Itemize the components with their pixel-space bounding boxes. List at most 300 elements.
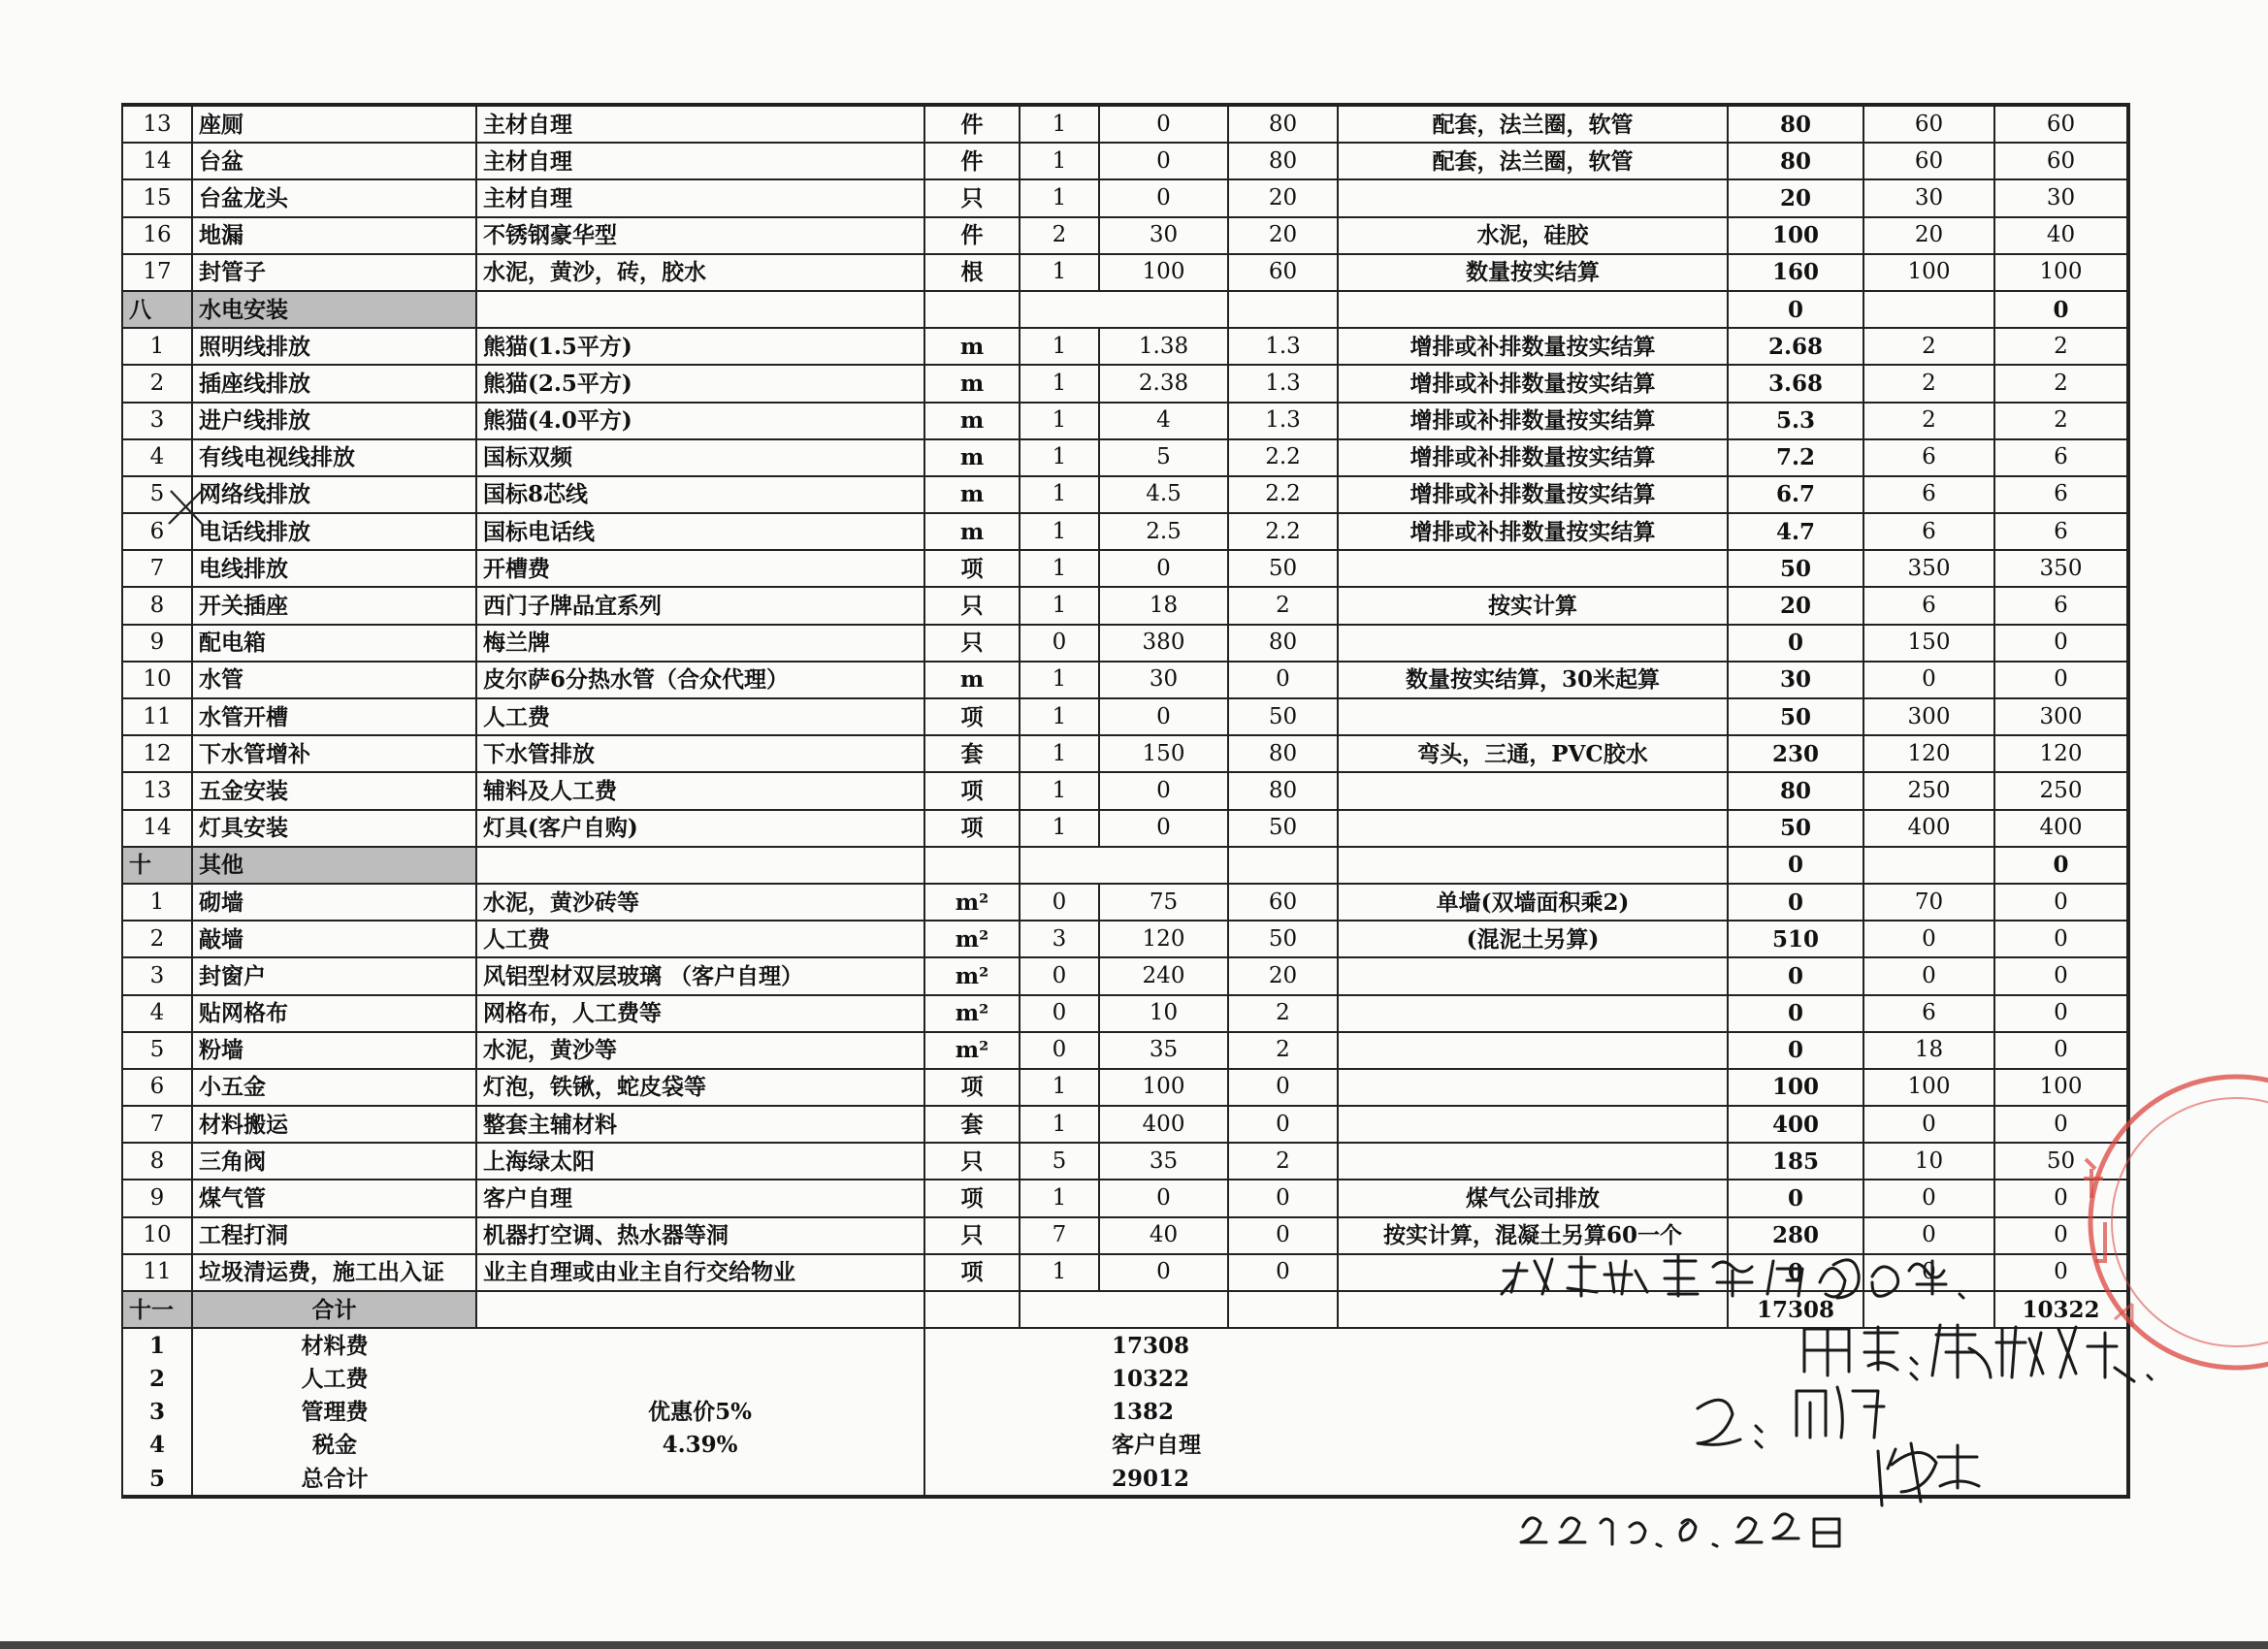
blank-cell <box>1228 291 1338 328</box>
table-row <box>122 403 2128 439</box>
blank-cell <box>1338 847 1728 884</box>
unit-cell: m² <box>924 921 1020 957</box>
table-row <box>122 1143 2128 1180</box>
labor-total-cell: 6 <box>1994 476 2128 513</box>
labor-price-cell: 50 <box>1228 810 1338 847</box>
material-total-cell: 510 <box>1728 921 1863 957</box>
item-spec-cell: 人工费 <box>476 698 924 735</box>
quantity-cell: 1 <box>1020 810 1099 847</box>
blank-cell <box>1863 291 1994 328</box>
item-spec-cell: 业主自理或由业主自行交给物业 <box>476 1254 924 1291</box>
summary-value-cell: 客户自理 <box>924 1429 2128 1462</box>
summary-label-cell: 材料费 <box>301 1332 369 1359</box>
material-price-cell: 0 <box>1099 105 1228 143</box>
note-cell <box>1338 698 1728 735</box>
labor-unit-total-cell: 60 <box>1863 143 1994 179</box>
note-cell: 配套，法兰圈，软管 <box>1338 105 1728 143</box>
blank-cell <box>1338 291 1728 328</box>
item-number-cell: 11 <box>122 698 192 735</box>
item-name-cell: 有线电视线排放 <box>192 439 476 476</box>
note-cell <box>1338 179 1728 216</box>
blank-cell <box>1020 291 1099 328</box>
material-price-cell: 10 <box>1099 995 1228 1032</box>
material-total-cell: 230 <box>1728 735 1863 772</box>
unit-cell: 项 <box>924 1180 1020 1216</box>
material-price-cell: 4.5 <box>1099 476 1228 513</box>
labor-total-cell: 2 <box>1994 365 2128 402</box>
labor-total-cell: 2 <box>1994 328 2128 365</box>
note-cell: 单墙(双墙面积乘2) <box>1338 884 1728 921</box>
labor-total-cell: 400 <box>1994 810 2128 847</box>
blank-cell <box>1099 291 1228 328</box>
labor-total-cell: 60 <box>1994 143 2128 179</box>
material-subtotal-cell: 0 <box>1728 291 1863 328</box>
material-total-cell: 50 <box>1728 810 1863 847</box>
unit-cell: m <box>924 328 1020 365</box>
item-name-cell: 粉墙 <box>192 1032 476 1069</box>
item-number-cell: 17 <box>122 254 192 291</box>
table-row <box>122 921 2128 957</box>
item-number-cell: 9 <box>122 625 192 662</box>
item-name-cell: 封管子 <box>192 254 476 291</box>
note-cell: 增排或补排数量按实结算 <box>1338 513 1728 550</box>
material-total-cell: 0 <box>1728 957 1863 994</box>
section-row <box>122 291 2128 328</box>
labor-price-cell: 0 <box>1228 1254 1338 1291</box>
item-spec-cell: 风铝型材双层玻璃 （客户自理） <box>476 957 924 994</box>
note-cell <box>1338 1069 1728 1106</box>
table-row <box>122 439 2128 476</box>
summary-rate-cell <box>476 1329 924 1362</box>
material-total-cell: 20 <box>1728 179 1863 216</box>
material-price-cell: 5 <box>1099 439 1228 476</box>
unit-cell: 件 <box>924 105 1020 143</box>
cross-mark-icon <box>163 485 211 530</box>
item-spec-cell: 辅料及人工费 <box>476 772 924 809</box>
item-spec-cell: 下水管排放 <box>476 735 924 772</box>
labor-price-cell: 20 <box>1228 217 1338 254</box>
quantity-cell: 1 <box>1020 1069 1099 1106</box>
quantity-cell: 0 <box>1020 995 1099 1032</box>
labor-price-cell: 60 <box>1228 254 1338 291</box>
material-total-cell: 20 <box>1728 587 1863 624</box>
labor-total-cell: 6 <box>1994 587 2128 624</box>
labor-unit-total-cell: 2 <box>1863 328 1994 365</box>
labor-price-cell: 1.3 <box>1228 365 1338 402</box>
item-name-cell: 垃圾清运费，施工出入证 <box>192 1254 476 1291</box>
quantity-cell: 1 <box>1020 550 1099 587</box>
summary-rate-cell <box>476 1362 924 1395</box>
quantity-cell: 1 <box>1020 403 1099 439</box>
item-number-cell: 8 <box>122 587 192 624</box>
table-row <box>122 550 2128 587</box>
item-spec-cell: 国标8芯线 <box>476 476 924 513</box>
labor-unit-total-cell: 2 <box>1863 403 1994 439</box>
labor-unit-total-cell: 20 <box>1863 217 1994 254</box>
labor-price-cell: 2 <box>1228 1143 1338 1180</box>
material-total-cell: 50 <box>1728 698 1863 735</box>
labor-total-cell: 0 <box>1994 921 2128 957</box>
quantity-cell: 0 <box>1020 957 1099 994</box>
item-spec-cell: 熊猫(4.0平方) <box>476 403 924 439</box>
material-price-cell: 18 <box>1099 587 1228 624</box>
item-number-cell: 10 <box>122 662 192 698</box>
labor-total-cell: 0 <box>1994 662 2128 698</box>
labor-unit-total-cell: 0 <box>1863 1106 1994 1143</box>
note-cell <box>1338 1106 1728 1143</box>
material-price-cell: 35 <box>1099 1032 1228 1069</box>
item-name-cell: 台盆龙头 <box>192 179 476 216</box>
labor-subtotal-cell: 0 <box>1994 847 2128 884</box>
unit-cell: 套 <box>924 1106 1020 1143</box>
labor-total-cell: 0 <box>1994 995 2128 1032</box>
item-number-cell: 7 <box>122 1106 192 1143</box>
material-price-cell: 4 <box>1099 403 1228 439</box>
labor-price-cell: 1.3 <box>1228 403 1338 439</box>
labor-price-cell: 2 <box>1228 1032 1338 1069</box>
quantity-cell: 1 <box>1020 328 1099 365</box>
item-number-cell: 3 <box>122 957 192 994</box>
item-name-cell: 电线排放 <box>192 550 476 587</box>
unit-cell: 套 <box>924 735 1020 772</box>
item-name-cell: 座厕 <box>192 105 476 143</box>
quantity-cell: 1 <box>1020 698 1099 735</box>
labor-unit-total-cell: 150 <box>1863 625 1994 662</box>
material-price-cell: 240 <box>1099 957 1228 994</box>
item-number-cell: 14 <box>122 143 192 179</box>
material-total-cell: 2.68 <box>1728 328 1863 365</box>
labor-unit-total-cell: 250 <box>1863 772 1994 809</box>
item-number-cell: 11 <box>122 1254 192 1291</box>
item-spec-cell: 开槽费 <box>476 550 924 587</box>
labor-price-cell: 0 <box>1228 1217 1338 1254</box>
labor-price-cell: 2.2 <box>1228 439 1338 476</box>
material-total-cell: 5.3 <box>1728 403 1863 439</box>
summary-value-cell: 17308 <box>924 1329 2128 1362</box>
blank-cell <box>476 1291 924 1328</box>
item-spec-cell: 不锈钢豪华型 <box>476 217 924 254</box>
note-cell <box>1338 810 1728 847</box>
item-number-cell: 3 <box>122 403 192 439</box>
summary-number-cell: 2 <box>122 1362 192 1395</box>
item-number-cell: 8 <box>122 1143 192 1180</box>
quantity-cell: 1 <box>1020 1254 1099 1291</box>
labor-unit-total-cell: 70 <box>1863 884 1994 921</box>
note-cell <box>1338 625 1728 662</box>
labor-price-cell: 50 <box>1228 698 1338 735</box>
labor-price-cell: 20 <box>1228 957 1338 994</box>
quantity-cell: 1 <box>1020 105 1099 143</box>
blank-cell <box>1099 847 1228 884</box>
labor-total-cell: 40 <box>1994 217 2128 254</box>
unit-cell: m² <box>924 884 1020 921</box>
material-total-cell: 0 <box>1728 1254 1863 1291</box>
material-total-cell: 0 <box>1728 625 1863 662</box>
material-total-cell: 100 <box>1728 1069 1863 1106</box>
item-name-cell: 材料搬运 <box>192 1106 476 1143</box>
note-cell: 弯头，三通，PVC胶水 <box>1338 735 1728 772</box>
note-cell: 增排或补排数量按实结算 <box>1338 403 1728 439</box>
handwriting-strokes <box>1484 1232 2183 1552</box>
item-number-cell: 2 <box>122 921 192 957</box>
item-number-cell: 6 <box>122 513 192 550</box>
unit-cell: m <box>924 662 1020 698</box>
quantity-cell: 1 <box>1020 513 1099 550</box>
blank-cell <box>476 847 924 884</box>
note-cell: 数量按实结算，30米起算 <box>1338 662 1728 698</box>
table-row <box>122 810 2128 847</box>
summary-rate-cell: 4.39% <box>476 1429 924 1462</box>
labor-unit-total-cell: 300 <box>1863 698 1994 735</box>
summary-number-cell: 1 <box>122 1329 192 1362</box>
item-spec-cell: 主材自理 <box>476 179 924 216</box>
item-name-cell: 灯具安装 <box>192 810 476 847</box>
summary-number-cell: 4 <box>122 1429 192 1462</box>
note-cell: 增排或补排数量按实结算 <box>1338 328 1728 365</box>
item-number-cell: 15 <box>122 179 192 216</box>
material-total-cell: 160 <box>1728 254 1863 291</box>
quantity-cell: 1 <box>1020 439 1099 476</box>
item-name-cell: 砌墙 <box>192 884 476 921</box>
item-name-cell: 煤气管 <box>192 1180 476 1216</box>
summary-number-cell: 3 <box>122 1396 192 1429</box>
material-price-cell: 40 <box>1099 1217 1228 1254</box>
material-price-cell: 2.38 <box>1099 365 1228 402</box>
material-price-cell: 100 <box>1099 254 1228 291</box>
labor-unit-total-cell: 0 <box>1863 1217 1994 1254</box>
unit-cell: 项 <box>924 1069 1020 1106</box>
material-price-cell: 0 <box>1099 1254 1228 1291</box>
labor-total-cell: 0 <box>1994 1106 2128 1143</box>
table-row <box>122 217 2128 254</box>
labor-unit-total-cell: 0 <box>1863 1180 1994 1216</box>
material-price-cell: 0 <box>1099 179 1228 216</box>
table-row <box>122 772 2128 809</box>
item-name-cell: 工程打洞 <box>192 1217 476 1254</box>
unit-cell: 件 <box>924 217 1020 254</box>
labor-price-cell: 0 <box>1228 1106 1338 1143</box>
summary-rate-cell: 优惠价5% <box>476 1396 924 1429</box>
material-price-cell: 0 <box>1099 810 1228 847</box>
summary-value-cell: 29012 <box>924 1462 2128 1497</box>
labor-total-cell: 100 <box>1994 1069 2128 1106</box>
note-cell: 按实计算 <box>1338 587 1728 624</box>
material-subtotal-cell: 0 <box>1728 847 1863 884</box>
section-title-cell: 水电安装 <box>192 291 476 328</box>
labor-price-cell: 80 <box>1228 735 1338 772</box>
summary-value-cell: 10322 <box>924 1362 2128 1395</box>
unit-cell: 件 <box>924 143 1020 179</box>
item-spec-cell: 上海绿太阳 <box>476 1143 924 1180</box>
material-total-cell: 0 <box>1728 884 1863 921</box>
item-name-cell: 敲墙 <box>192 921 476 957</box>
table-row <box>122 957 2128 994</box>
labor-unit-total-cell: 60 <box>1863 105 1994 143</box>
item-number-cell: 6 <box>122 1069 192 1106</box>
item-spec-cell: 整套主辅材料 <box>476 1106 924 1143</box>
material-total-cell: 80 <box>1728 772 1863 809</box>
quantity-cell: 1 <box>1020 1180 1099 1216</box>
material-total-cell: 80 <box>1728 143 1863 179</box>
labor-total-cell: 2 <box>1994 403 2128 439</box>
quantity-cell: 5 <box>1020 1143 1099 1180</box>
labor-total-cell: 100 <box>1994 254 2128 291</box>
note-cell: (混泥土另算) <box>1338 921 1728 957</box>
blank-cell <box>924 847 1020 884</box>
item-name-cell: 配电箱 <box>192 625 476 662</box>
quantity-cell: 1 <box>1020 179 1099 216</box>
table-row <box>122 328 2128 365</box>
item-spec-cell: 网格布，人工费等 <box>476 995 924 1032</box>
material-total-cell: 4.7 <box>1728 513 1863 550</box>
item-spec-cell: 西门子牌品宜系列 <box>476 587 924 624</box>
item-spec-cell: 机器打空调、热水器等洞 <box>476 1217 924 1254</box>
labor-unit-total-cell: 6 <box>1863 476 1994 513</box>
quantity-cell: 1 <box>1020 254 1099 291</box>
summary-label-cell: 总合计 <box>192 1462 476 1497</box>
blank-cell <box>1099 1291 1228 1328</box>
table-row <box>122 1069 2128 1106</box>
item-name-cell: 进户线排放 <box>192 403 476 439</box>
note-cell: 按实计算，混凝土另算60一个 <box>1338 1217 1728 1254</box>
summary-number-cell: 5 <box>122 1462 192 1497</box>
item-spec-cell: 主材自理 <box>476 143 924 179</box>
material-price-cell: 30 <box>1099 217 1228 254</box>
unit-cell: m <box>924 476 1020 513</box>
item-spec-cell: 灯具(客户自购) <box>476 810 924 847</box>
item-number-cell: 4 <box>122 995 192 1032</box>
labor-price-cell: 80 <box>1228 625 1338 662</box>
section-number-cell: 十一 <box>122 1291 192 1328</box>
material-price-cell: 2.5 <box>1099 513 1228 550</box>
item-name-cell: 贴网格布 <box>192 995 476 1032</box>
item-spec-cell: 国标双频 <box>476 439 924 476</box>
unit-cell: 项 <box>924 772 1020 809</box>
labor-price-cell: 0 <box>1228 1180 1338 1216</box>
labor-subtotal-cell: 10322 <box>1994 1291 2128 1328</box>
item-number-cell: 13 <box>122 772 192 809</box>
labor-total-cell: 350 <box>1994 550 2128 587</box>
labor-unit-total-cell: 2 <box>1863 365 1994 402</box>
table-row <box>122 884 2128 921</box>
section-title-cell: 其他 <box>192 847 476 884</box>
quantity-cell: 1 <box>1020 587 1099 624</box>
material-total-cell: 0 <box>1728 1180 1863 1216</box>
unit-cell: 根 <box>924 254 1020 291</box>
note-cell: 增排或补排数量按实结算 <box>1338 365 1728 402</box>
note-cell: 水泥，硅胶 <box>1338 217 1728 254</box>
item-name-cell: 三角阀 <box>192 1143 476 1180</box>
labor-unit-total-cell: 350 <box>1863 550 1994 587</box>
item-name-cell: 封窗户 <box>192 957 476 994</box>
labor-total-cell: 250 <box>1994 772 2128 809</box>
table-row <box>122 698 2128 735</box>
table-row <box>122 1180 2128 1216</box>
item-number-cell: 1 <box>122 328 192 365</box>
item-name-cell: 照明线排放 <box>192 328 476 365</box>
item-spec-cell: 客户自理 <box>476 1180 924 1216</box>
material-total-cell: 100 <box>1728 217 1863 254</box>
material-price-cell: 35 <box>1099 1143 1228 1180</box>
table-row <box>122 513 2128 550</box>
item-name-cell: 电话线排放 <box>192 513 476 550</box>
labor-unit-total-cell: 100 <box>1863 254 1994 291</box>
item-name-cell: 台盆 <box>192 143 476 179</box>
item-name-cell: 水管开槽 <box>192 698 476 735</box>
labor-unit-total-cell: 100 <box>1863 1069 1994 1106</box>
labor-price-cell: 60 <box>1228 884 1338 921</box>
item-name-cell: 开关插座 <box>192 587 476 624</box>
labor-total-cell: 6 <box>1994 439 2128 476</box>
item-number-cell: 1 <box>122 884 192 921</box>
blank-cell <box>1020 847 1099 884</box>
labor-total-cell: 0 <box>1994 1217 2128 1254</box>
labor-unit-total-cell: 400 <box>1863 810 1994 847</box>
item-spec-cell: 梅兰牌 <box>476 625 924 662</box>
blank-cell <box>1228 847 1338 884</box>
note-cell <box>1338 1032 1728 1069</box>
labor-price-cell: 2.2 <box>1228 476 1338 513</box>
unit-cell: 只 <box>924 625 1020 662</box>
material-price-cell: 380 <box>1099 625 1228 662</box>
unit-cell: m <box>924 513 1020 550</box>
item-name-cell: 地漏 <box>192 217 476 254</box>
labor-total-cell: 0 <box>1994 884 2128 921</box>
quantity-cell: 3 <box>1020 921 1099 957</box>
labor-total-cell: 120 <box>1994 735 2128 772</box>
labor-unit-total-cell: 10 <box>1863 1143 1994 1180</box>
quantity-cell: 2 <box>1020 217 1099 254</box>
labor-total-cell: 0 <box>1994 1254 2128 1291</box>
table-row <box>122 625 2128 662</box>
item-name-cell: 下水管增补 <box>192 735 476 772</box>
item-spec-cell: 水泥，黄沙，砖，胶水 <box>476 254 924 291</box>
table-row <box>122 254 2128 291</box>
table-row <box>122 179 2128 216</box>
labor-price-cell: 80 <box>1228 105 1338 143</box>
item-number-cell: 5 <box>122 476 192 513</box>
quantity-cell: 1 <box>1020 143 1099 179</box>
item-number-cell: 16 <box>122 217 192 254</box>
item-name-cell: 网络线排放 <box>192 476 476 513</box>
item-spec-cell: 熊猫(2.5平方) <box>476 365 924 402</box>
material-total-cell: 50 <box>1728 550 1863 587</box>
section-number-cell: 八 <box>122 291 192 328</box>
labor-unit-total-cell: 0 <box>1863 662 1994 698</box>
quantity-cell: 1 <box>1020 476 1099 513</box>
material-price-cell: 75 <box>1099 884 1228 921</box>
blank-cell <box>1228 1291 1338 1328</box>
item-spec-cell: 皮尔萨6分热水管（合众代理） <box>476 662 924 698</box>
quotation-table <box>121 103 2130 1329</box>
labor-total-cell: 6 <box>1994 513 2128 550</box>
labor-price-cell: 80 <box>1228 143 1338 179</box>
item-number-cell: 12 <box>122 735 192 772</box>
labor-unit-total-cell: 6 <box>1863 439 1994 476</box>
table-row <box>122 1106 2128 1143</box>
item-spec-cell: 灯泡，铁锹，蛇皮袋等 <box>476 1069 924 1106</box>
item-name-cell: 小五金 <box>192 1069 476 1106</box>
item-number-cell: 9 <box>122 1180 192 1216</box>
table-row <box>122 476 2128 513</box>
summary-label-cell: 人工费 <box>301 1365 369 1392</box>
item-number-cell: 5 <box>122 1032 192 1069</box>
labor-price-cell: 1.3 <box>1228 328 1338 365</box>
labor-unit-total-cell: 30 <box>1863 179 1994 216</box>
section-title-cell: 合计 <box>192 1291 476 1328</box>
material-price-cell: 100 <box>1099 1069 1228 1106</box>
labor-unit-total-cell: 6 <box>1863 587 1994 624</box>
